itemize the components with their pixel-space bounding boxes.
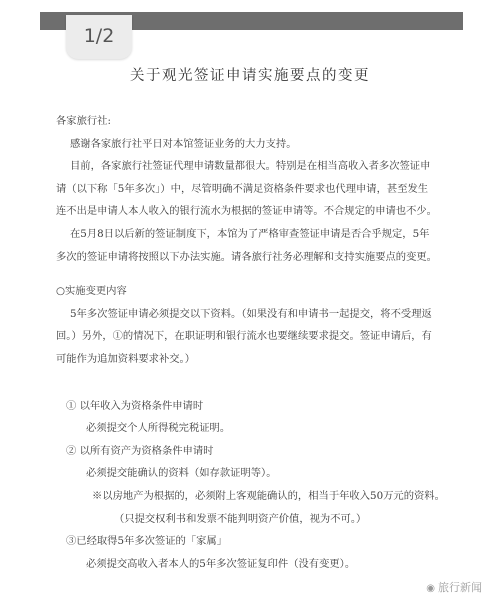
paragraph-line: 在5月8日以后新的签证制度下，本馆为了严格审查签证申请是否合乎规定，5年 [70, 227, 430, 240]
section-line: 回。）另外，①的情况下，在职证明和银行流水也要继续要求提交。签证申请后，有 [56, 330, 432, 343]
salutation: 各家旅行社: [56, 115, 111, 127]
watermark-text: 旅行新闻 [438, 581, 482, 594]
section-line: 可能作为追加资料要求补交。） [56, 352, 196, 365]
page-indicator: 1/2 [83, 25, 115, 47]
spacer [56, 371, 470, 395]
paragraph-line: 感谢各家旅行社平日对本馆签证业务的大力支持。 [70, 137, 297, 150]
item-1-head: ① 以年收入为资格条件申请时 [66, 399, 204, 412]
item-2-note-sub: （只提交权利书和发票不能判明资产价值，视为不可。） [114, 512, 367, 525]
paragraph-line: 多次的签证申请将按照以下办法实施。请各旅行社务必理解和支持实施要点的变更。 [56, 250, 437, 263]
item-1-detail: 必须提交个人所得税完税证明。 [86, 422, 231, 435]
page-indicator-tab [66, 15, 132, 59]
wechat-icon: ◉ [426, 583, 435, 594]
paragraph-line: 连不出是申请人本人收入的银行流水为根据的签证申请等。不合规定的申请也不少。 [56, 205, 437, 218]
item-2-note: ※以房地产为根据的，必须附上客观能确认的，相当于年收入50万元的资料。 [92, 489, 445, 502]
paragraph-line: 请（以下称「5年多次」）中，尽管明确不满足资格条件要求也代理申请，甚至发生 [56, 182, 429, 195]
paragraph-line: 目前，各家旅行社签证代理申请数量都很大。特别是在相当高收入者多次签证申 [70, 160, 431, 173]
section-heading: ○实施变更内容 [56, 285, 127, 298]
section-line: 5年多次签证申请必须提交以下资料。（如果没有和申请书一起提交，将不受理返 [70, 307, 432, 320]
item-3-head: ③已经取得5年多次签证的「家属」 [66, 535, 228, 548]
item-2-detail: 必须提交能确认的资料（如存款证明等）。 [86, 467, 277, 480]
item-3-detail: 必须提交高收入者本人的5年多次签证复印件（没有变更）。 [86, 557, 356, 570]
item-2-head: ② 以所有资产为资格条件申请时 [66, 444, 214, 457]
document-title: 关于观光签证申请实施要点的变更 [130, 68, 370, 84]
spacer [56, 268, 470, 280]
watermark [422, 578, 486, 596]
document-body [56, 110, 470, 575]
